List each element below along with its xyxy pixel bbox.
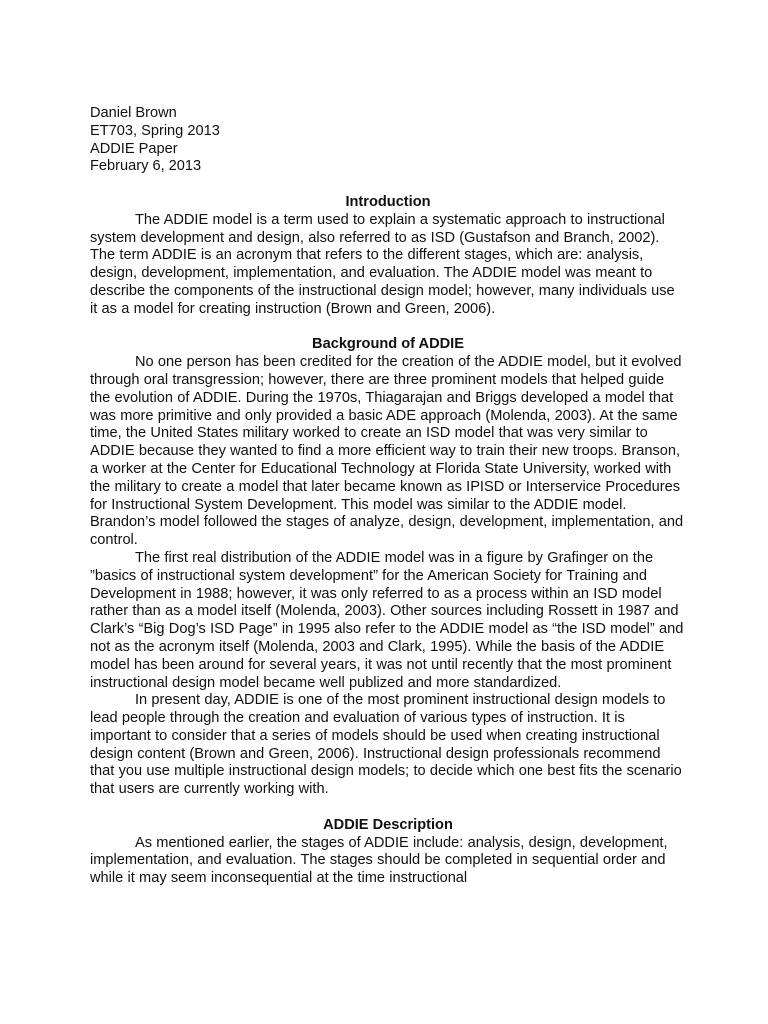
paper-title: ADDIE Paper [90,140,178,157]
document-page [90,105,686,888]
description-heading: ADDIE Description [323,816,453,833]
background-heading: Background of ADDIE [312,336,464,353]
spacer [90,799,686,817]
spacer [90,319,686,337]
background-paragraph-3: In present day, ADDIE is one of the most prominent instructional design models to lead people through the creation and evaluation of various types of instruction. It is important to consider that a series of models should be used when creating instructional design content (Brown and Green, 2006). Instructional design professionals recommend that you use multiple instructional design models; to decide which one best fits the scenario that users are currently working with. [90,692,682,798]
course-info: ET703, Spring 2013 [90,122,220,139]
introduction-heading: Introduction [345,193,431,210]
description-paragraph: As mentioned earlier, the stages of ADDIE include: analysis, design, development, implementation, and evaluation. The stages should be completed in sequential order and while it may seem inconsequential at the time instructional [90,834,668,887]
background-paragraph-2: The first real distribution of the ADDIE model was in a figure by Grafinger on the ”basics of instructional system development” for the American Society for Training and Development in 1988; however, it was only referred to as a process within an ISD model rather than as a model itself (Molenda, 2003). Other sources including Rossett in 1987 and Clark’s “Big Dog’s ISD Page” in 1995 also refer to the ADDIE model as “the ISD model” and not as the acronym itself (Molenda, 2003 and Clark, 1995). While the basis of the ADDIE model has been around for several years, it was not until recently that the most prominent instructional design model became well publized and more standardized. [90,549,684,691]
author-name: Daniel Brown [90,105,177,121]
spacer [90,176,686,194]
paper-date: February 6, 2013 [90,158,202,175]
introduction-paragraph: The ADDIE model is a term used to explain a systematic approach to instructional system development and design, also referred to as ISD (Gustafson and Branch, 2002). The term ADDIE is an acronym that refers to the different stages, which are: analysis, design, development, implementation, and evaluation. The ADDIE model was meant to describe the components of the instructional design model; however, many individuals use it as a model for creating instruction (Brown and Green, 2006). [90,211,675,317]
background-paragraph-1: No one person has been credited for the creation of the ADDIE model, but it evolved through oral transgression; however, there are three prominent models that helped guide the evolution of ADDIE. During the 1970s, Thiagarajan and Briggs developed a model that was more primitive and only provided a basic ADE approach (Molenda, 2003). At the same time, the United States military worked to create an ISD model that was very similar to ADDIE because they wanted to find a more efficient way to train their new troops. Branson, a worker at the Center for Educational Technology at Florida State University, worked with the military to create a model that later became known as IPISD or Interservice Procedures for Instructional System Development. This model was similar to the ADDIE model. Brandon’s model followed the stages of analyze, design, development, implementation, and control. [90,354,684,549]
